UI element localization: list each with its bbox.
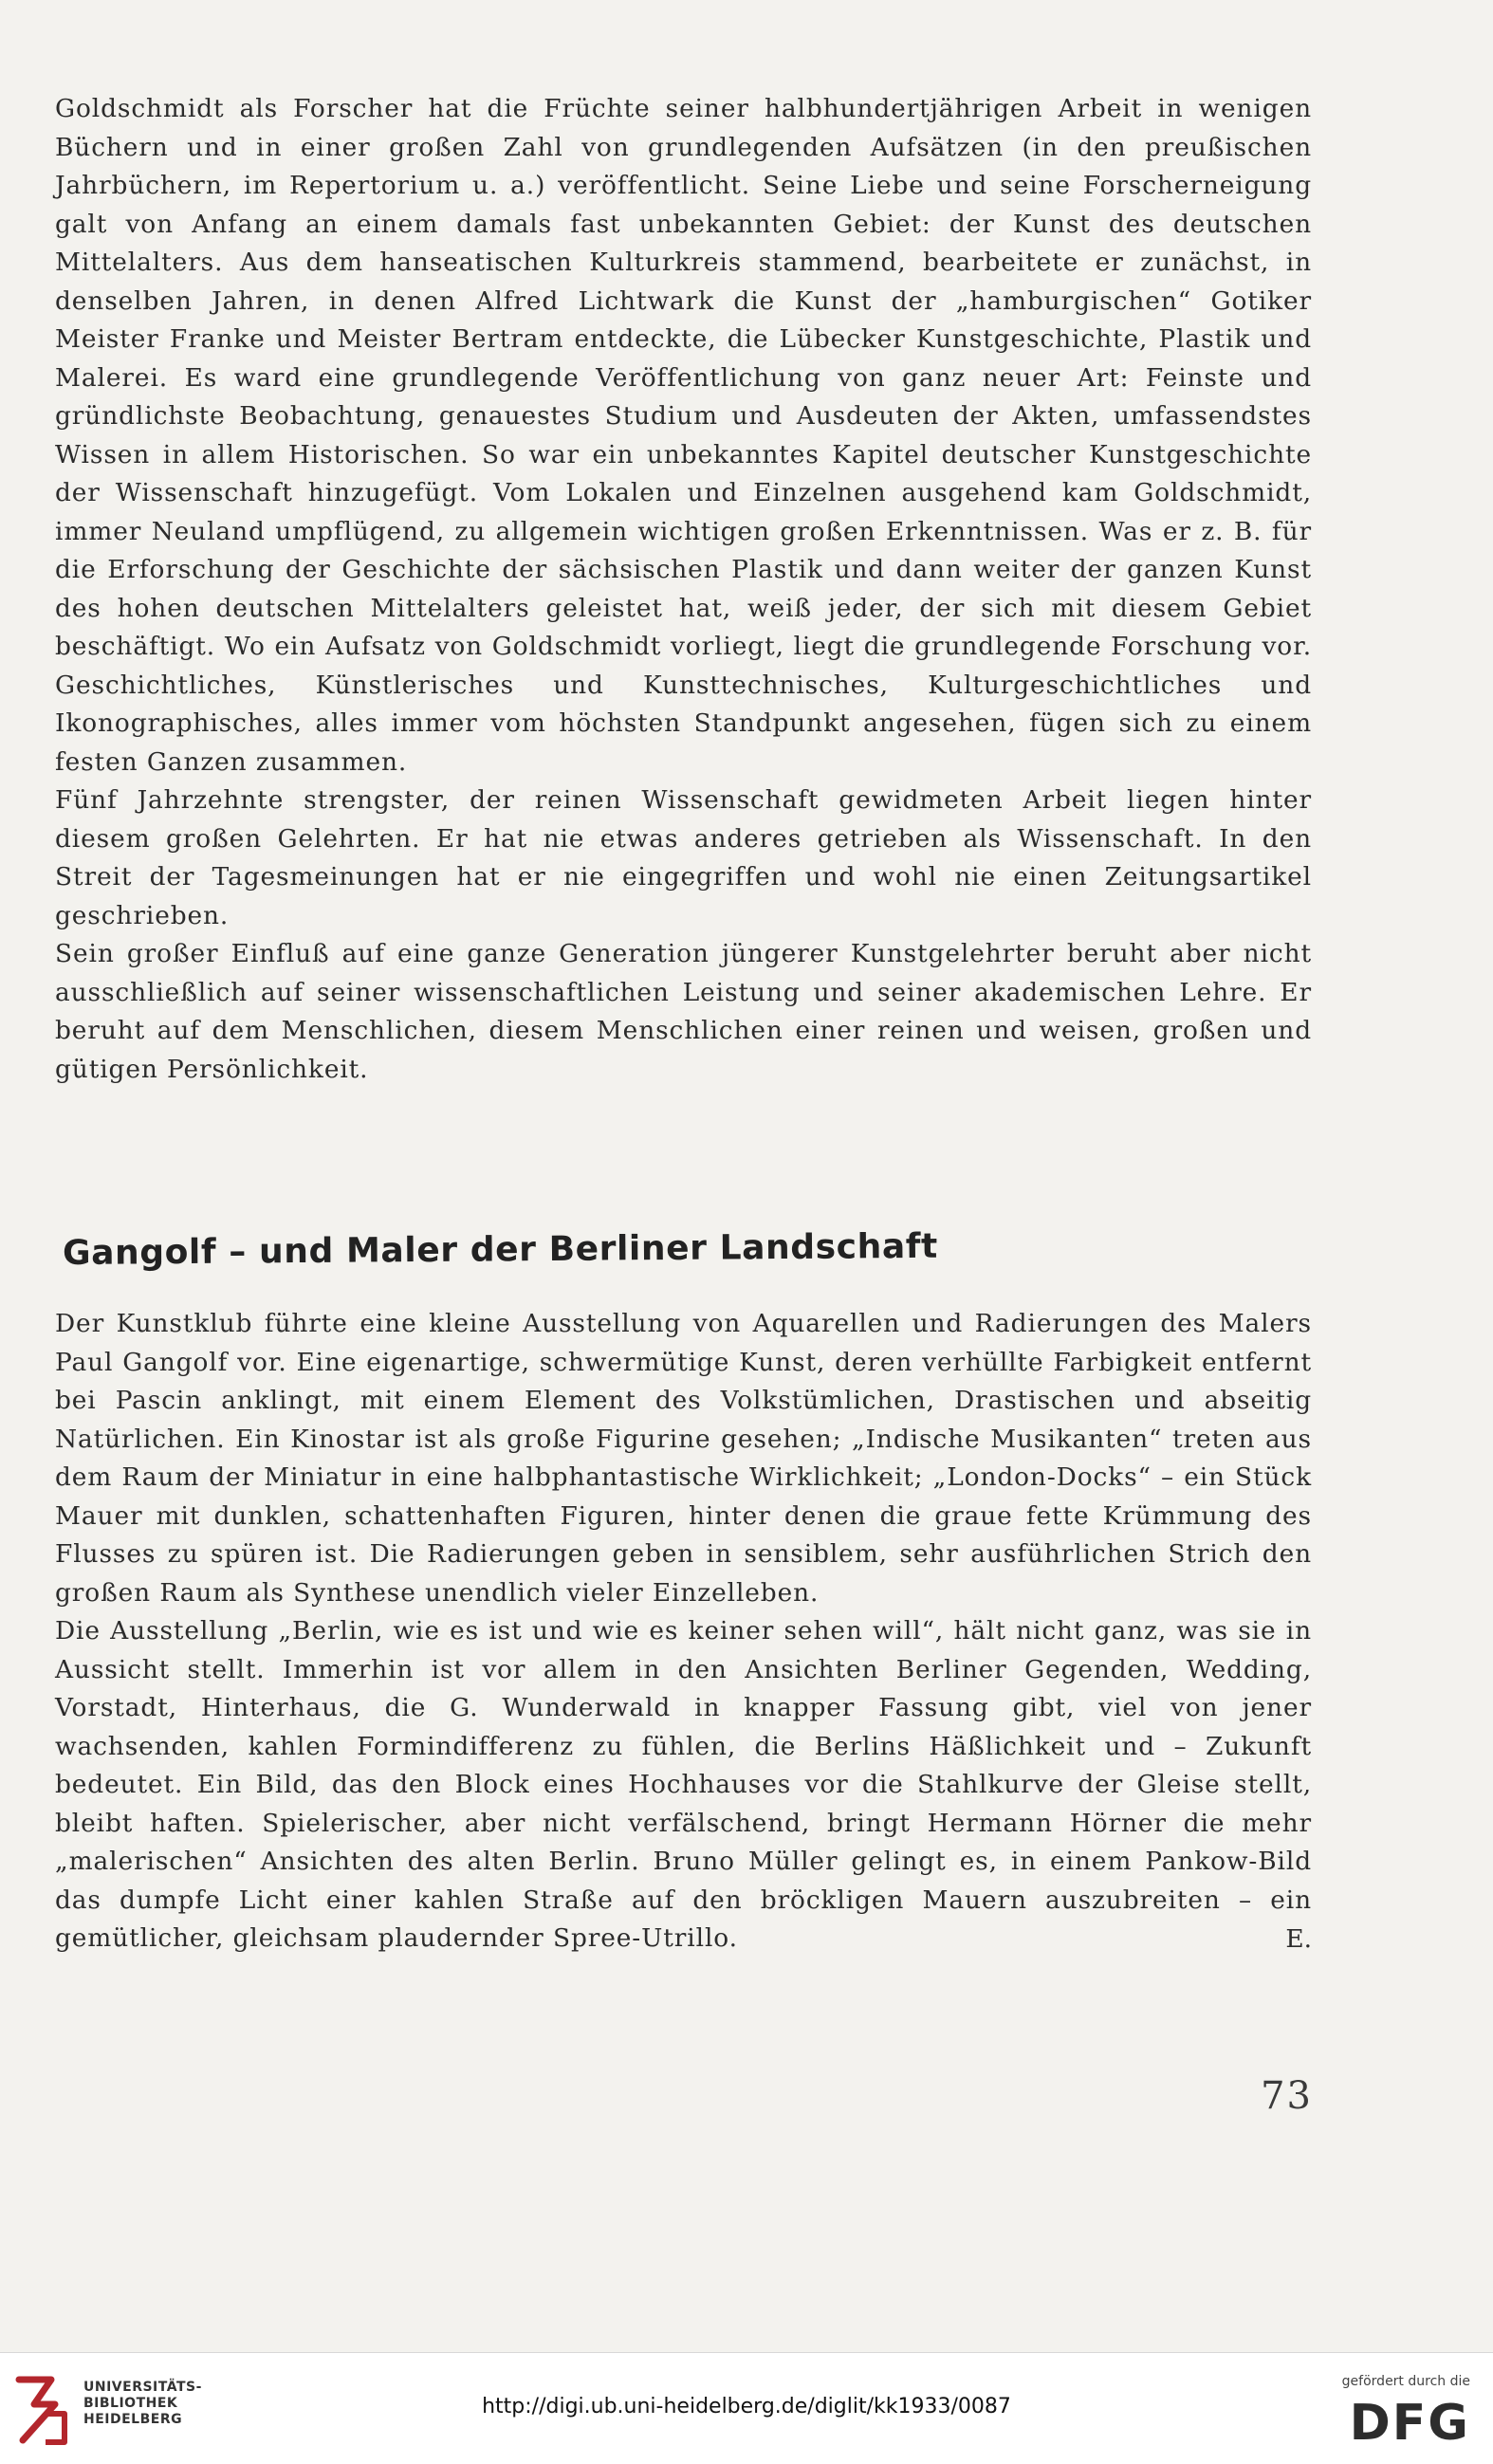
library-name-line: HEIDELBERG: [83, 2412, 183, 2427]
paragraph: Fünf Jahrzehnte strengster, der reinen Wissenschaft gewidmeten Arbeit liegen hinter diesem großen Gelehrten. Er hat nie etwas anderes getrieben als Wissenschaft. In den Streit der Tagesmeinungen hat er nie eingegriffen und wohl nie einen Zeitungsartikel geschrieben.: [55, 785, 1312, 930]
library-name-line: UNIVERSITÄTS-: [83, 2380, 202, 2395]
paragraph: Der Kunstklub führte eine kleine Ausstellung von Aquarellen und Radierungen des Malers Paul Gangolf vor. Eine eigenartige, schwermütige Kunst, deren verhüllte Farbigkeit entfernt bei Pascin anklingt, mit einem Element des Volkstümlichen, Drastischen und abseitig Natürlichen. Ein Kinostar ist als große Figurine gesehen; „Indische Musikanten“ treten aus dem Raum der Miniatur in eine halbphantastische Wirklichkeit; „London-Docks“ – ein Stück Mauer mit dunklen, schattenhaften Figuren, hinter denen die graue fette Krümmung des Flusses zu spüren ist. Die Radierungen geben in sensiblem, sehr ausführlichen Strich den großen Raum als Synthese unendlich vieler Einzelleben.: [55, 1309, 1312, 1608]
digitization-footer: [0, 2352, 1493, 2464]
page-number: 73: [1261, 2074, 1313, 2118]
author-signature: E.: [1285, 1923, 1312, 1954]
paragraph: Sein großer Einfluß auf eine ganze Generation jüngerer Kunstgelehrter beruht aber nicht ausschließlich auf seiner wissenschaftlichen Leistung und seiner akademischen Lehre. Er beruht auf dem Menschlichen, diesem Menschlichen einer reinen und weisen, großen und gütigen Persönlichkeit.: [55, 939, 1312, 1084]
paragraph: Die Ausstellung „Berlin, wie es ist und wie es keiner sehen will“, hält nicht ganz, was sie in Aussicht stellt. Immerhin ist vor allem in den Ansichten Berliner Gegenden, Wedding, Vorstadt, Hinterhaus, die G. Wunderwald in knapper Fassung gibt, viel von jener wachsenden, kahlen Formindifferenz zu fühlen, die Berlins Häßlichkeit und – Zukunft bedeutet. Ein Bild, das den Block eines Hochhauses vor die Stahlkurve der Gleise stellt, bleibt haften. Spielerischer, aber nicht verfälschend, bringt Hermann Hörner die mehr „malerischen“ Ansichten des alten Berlin. Bruno Müller gelingt es, in einem Pankow-Bild das dumpfe Licht einer kahlen Straße auf den bröckligen Mauern auszubreiten – ein gemütlicher, gleichsam plaudernder Spree-Utrillo.: [55, 1616, 1312, 1953]
article-goldschmidt: [55, 90, 1312, 1089]
article-gangolf: [55, 1305, 1312, 1958]
funder-label: gefördert durch die: [1341, 2374, 1470, 2389]
paragraph: Goldschmidt als Forscher hat die Früchte seiner halbhundertjährigen Arbeit in wenigen Büchern und in einer großen Zahl von grundlegenden Aufsätzen (in den preußischen Jahrbüchern, im Repertorium u. a.) veröffentlicht. Seine Liebe und seine Forscherneigung galt von Anfang an einem damals fast unbekannten Gebiet: der Kunst des deutschen Mittelalters. Aus dem hanseatischen Kulturkreis stammend, bearbeitete er zunächst, in denselben Jahren, in denen Alfred Lichtwark die Kunst der „hamburgischen“ Gotiker Meister Franke und Meister Bertram entdeckte, die Lübecker Kunstgeschichte, Plastik und Malerei. Es ward eine grundlegende Veröffentlichung von ganz neuer Art: Feinste und gründlichste Beobachtung, genauestes Studium und Ausdeuten der Akten, umfassendstes Wissen in allem Historischen. So war ein unbekanntes Kapitel deutscher Kunstgeschichte der Wissenschaft hinzugefügt. Vom Lokalen und Einzelnen ausgehend kam Goldschmidt, immer Neuland umpflügend, zu allgemein wichtigen großen Erkenntnissen. Was er z. B. für die Erforschung der Geschichte der sächsischen Plastik und dann weiter der ganzen Kunst des hohen deutschen Mittelalters geleistet hat, weiß jeder, der sich mit diesem Gebiet beschäftigt. Wo ein Aufsatz von Goldschmidt vorliegt, liegt die grundlegende Forschung vor. Geschichtliches, Künstlerisches und Kunsttechnisches, Kulturgeschichtliches und Ikonographisches, alles immer vom höchsten Standpunkt angesehen, fügen sich zu einem festen Ganzen zusammen.: [55, 94, 1312, 777]
permalink-url[interactable]: http://digi.ub.uni-heidelberg.de/diglit/kk1933/0087: [482, 2395, 1011, 2418]
article-heading: Gangolf – und Maler der Berliner Landschaft: [62, 1226, 938, 1273]
library-name-line: BIBLIOTHEK: [83, 2396, 178, 2411]
dfg-logo: DFG: [1349, 2395, 1470, 2452]
